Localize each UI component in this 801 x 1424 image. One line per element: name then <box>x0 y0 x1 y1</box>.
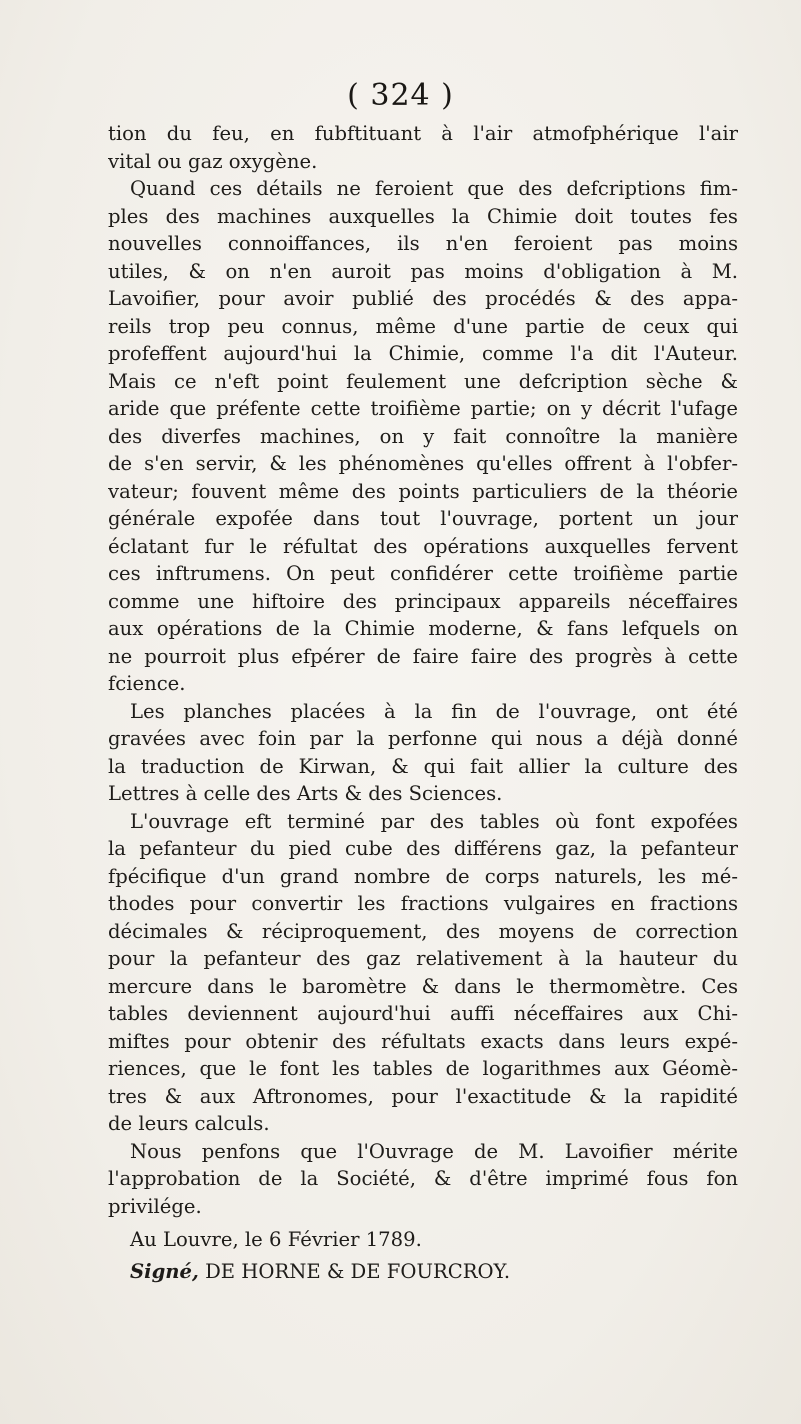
text-line: aride que préfente cette troifième partie; on y décrit l'ufage <box>108 397 738 420</box>
text-line: miftes pour obtenir des réfultats exacts dans leurs expé- <box>108 1029 738 1053</box>
signature <box>108 1256 738 1288</box>
text-line: vital ou gaz oxygène. <box>108 149 318 173</box>
text-line: thodes pour convertir les fractions vulgaires en fractions <box>108 892 738 915</box>
text-line: tres & aux Aftronomes, pour l'exactitude & la rapidité <box>108 1084 738 1108</box>
signatory-names: DE HORNE & DE FOURCROY. <box>205 1259 511 1283</box>
text-line: Les planches placées à la fin de l'ouvrage, ont été <box>130 699 738 723</box>
text-line: privilége. <box>108 1194 202 1218</box>
text-line: pour la pefanteur des gaz relativement à la hauteur du <box>108 947 738 970</box>
text-line: ces inftrumens. On peut confidérer cette troifième partie <box>108 562 738 585</box>
text-line: de s'en servir, & les phénomènes qu'elles offrent à l'obfer- <box>108 452 738 475</box>
text-line: de leurs calculs. <box>108 1112 270 1135</box>
text-line: fcience. <box>108 672 186 695</box>
body-text <box>108 120 738 1288</box>
text-line: L'ouvrage eft terminé par des tables où font expofées <box>130 809 738 833</box>
text-line: mercure dans le baromètre & dans le thermomètre. Ces <box>108 974 738 998</box>
text-line: aux opérations de la Chimie moderne, & fans lefquels on <box>108 617 738 640</box>
text-line: gravées avec foin par la perfonne qui nous a déjà donné <box>108 727 738 750</box>
text-line: la pefanteur du pied cube des différens gaz, la pefanteur <box>108 837 738 860</box>
text-line: des diverfes machines, on y fait connoître la manière <box>108 424 738 448</box>
text-line: ples des machines auxquelles la Chimie doit toutes fes <box>108 204 738 228</box>
text-line: riences, que le font les tables de logarithmes aux Géomè- <box>108 1057 738 1080</box>
text-line: ne pourroit plus efpérer de faire faire des progrès à cette <box>108 644 738 668</box>
text-line: générale expofée dans tout l'ouvrage, portent un jour <box>108 507 738 530</box>
text-line: Lettres à celle des Arts & des Sciences. <box>108 782 503 805</box>
text-line: tables deviennent aujourd'hui auffi néceffaires aux Chi- <box>108 1002 738 1025</box>
text-line: Mais ce n'eft point feulement une defcription sèche & <box>108 369 738 393</box>
text-line: vateur; fouvent même des points particuliers de la théorie <box>108 479 738 503</box>
text-line: éclatant fur le réfultat des opérations auxquelles fervent <box>108 534 738 558</box>
text-line: Quand ces détails ne feroient que des defcriptions fim- <box>130 177 738 200</box>
text-line: fpécifique d'un grand nombre de corps naturels, les mé- <box>108 864 738 888</box>
text-line: reils trop peu connus, même d'une partie de ceux qui <box>108 314 738 338</box>
text-line: la traduction de Kirwan, & qui fait allier la culture des <box>108 754 738 778</box>
text-line: profeffent aujourd'hui la Chimie, comme l'a dit l'Auteur. <box>108 342 738 365</box>
text-line: tion du feu, en fubftituant à l'air atmofphérique l'air <box>108 122 738 145</box>
text-line: utiles, & on n'en auroit pas moins d'obligation à M. <box>108 259 738 283</box>
text-line: décimales & réciproquement, des moyens de correction <box>108 919 738 943</box>
text-line: Nous penfons que l'Ouvrage de M. Lavoifier mérite <box>130 1139 738 1163</box>
text-line: Lavoifier, pour avoir publié des procédés & des appa- <box>108 287 738 310</box>
page-number: ( 324 ) <box>347 78 454 113</box>
text-line: comme une hiftoire des principaux appareils néceffaires <box>108 589 738 613</box>
dateline: Au Louvre, le 6 Février 1789. <box>130 1228 422 1251</box>
signature-label: Signé, <box>130 1259 199 1283</box>
text-line: nouvelles connoiffances, ils n'en feroient pas moins <box>108 232 738 255</box>
text-line: l'approbation de la Société, & d'être imprimé fous fon <box>108 1167 738 1190</box>
